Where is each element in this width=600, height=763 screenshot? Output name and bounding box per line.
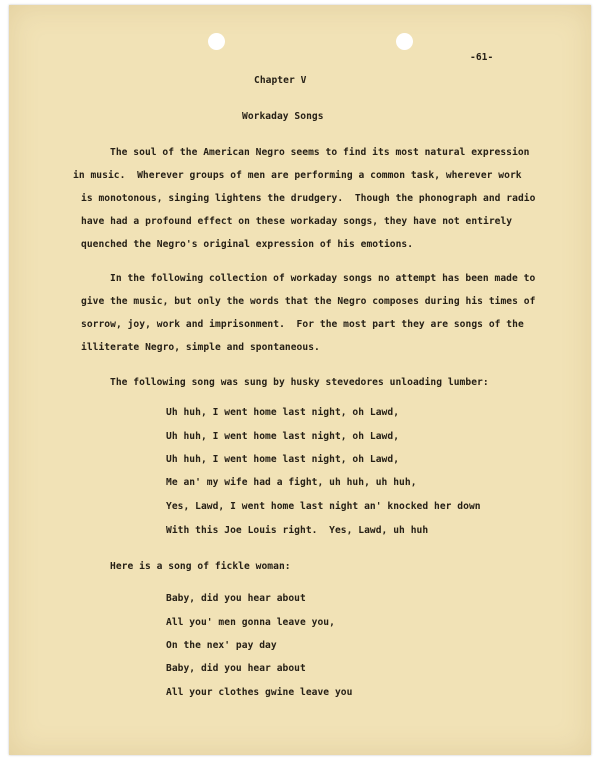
song-line: Uh huh, I went home last night, oh Lawd, [166, 407, 400, 418]
paragraph-line: quenched the Negro's original expression of his emotions. [81, 239, 414, 250]
song-line: On the nex' pay day [166, 640, 277, 651]
chapter-title: Workaday Songs [242, 111, 324, 122]
fickle-song-intro: Here is a song of fickle woman: [110, 561, 291, 572]
typewritten-page [9, 5, 591, 755]
song-line: Baby, did you hear about [166, 663, 306, 674]
song-line: Baby, did you hear about [166, 593, 306, 604]
song-line: Uh huh, I went home last night, oh Lawd, [166, 431, 400, 442]
paragraph-line: In the following collection of workaday songs no attempt has been made to [110, 273, 536, 284]
paragraph-line: The soul of the American Negro seems to find its most natural expression [110, 147, 530, 158]
paragraph-line: have had a profound effect on these workaday songs, they have not entirely [81, 216, 513, 227]
paragraph-line: in music. Wherever groups of men are performing a common task, wherever work [73, 170, 522, 181]
paragraph-line: give the music, but only the words that the Negro composes during his times of [81, 296, 536, 307]
song-line: All you' men gonna leave you, [166, 617, 335, 628]
paragraph-line: sorrow, joy, work and imprisonment. For the most part they are songs of the [81, 319, 524, 330]
paragraph-line: is monotonous, singing lightens the drudgery. Though the phonograph and radio [81, 193, 536, 204]
chapter-heading: Chapter V [254, 75, 307, 86]
punch-hole-right [396, 33, 413, 50]
song-line: All your clothes gwine leave you [166, 687, 353, 698]
punch-hole-left [208, 33, 225, 50]
song-line: Me an' my wife had a fight, uh huh, uh huh, [166, 477, 417, 488]
song-line: Uh huh, I went home last night, oh Lawd, [166, 454, 400, 465]
song-line: Yes, Lawd, I went home last night an' knocked her down [166, 501, 481, 512]
paragraph-line: illiterate Negro, simple and spontaneous. [81, 342, 320, 353]
stevedore-song-intro: The following song was sung by husky stevedores unloading lumber: [110, 377, 489, 388]
page-number: -61- [470, 52, 494, 63]
song-line: With this Joe Louis right. Yes, Lawd, uh huh [166, 525, 429, 536]
